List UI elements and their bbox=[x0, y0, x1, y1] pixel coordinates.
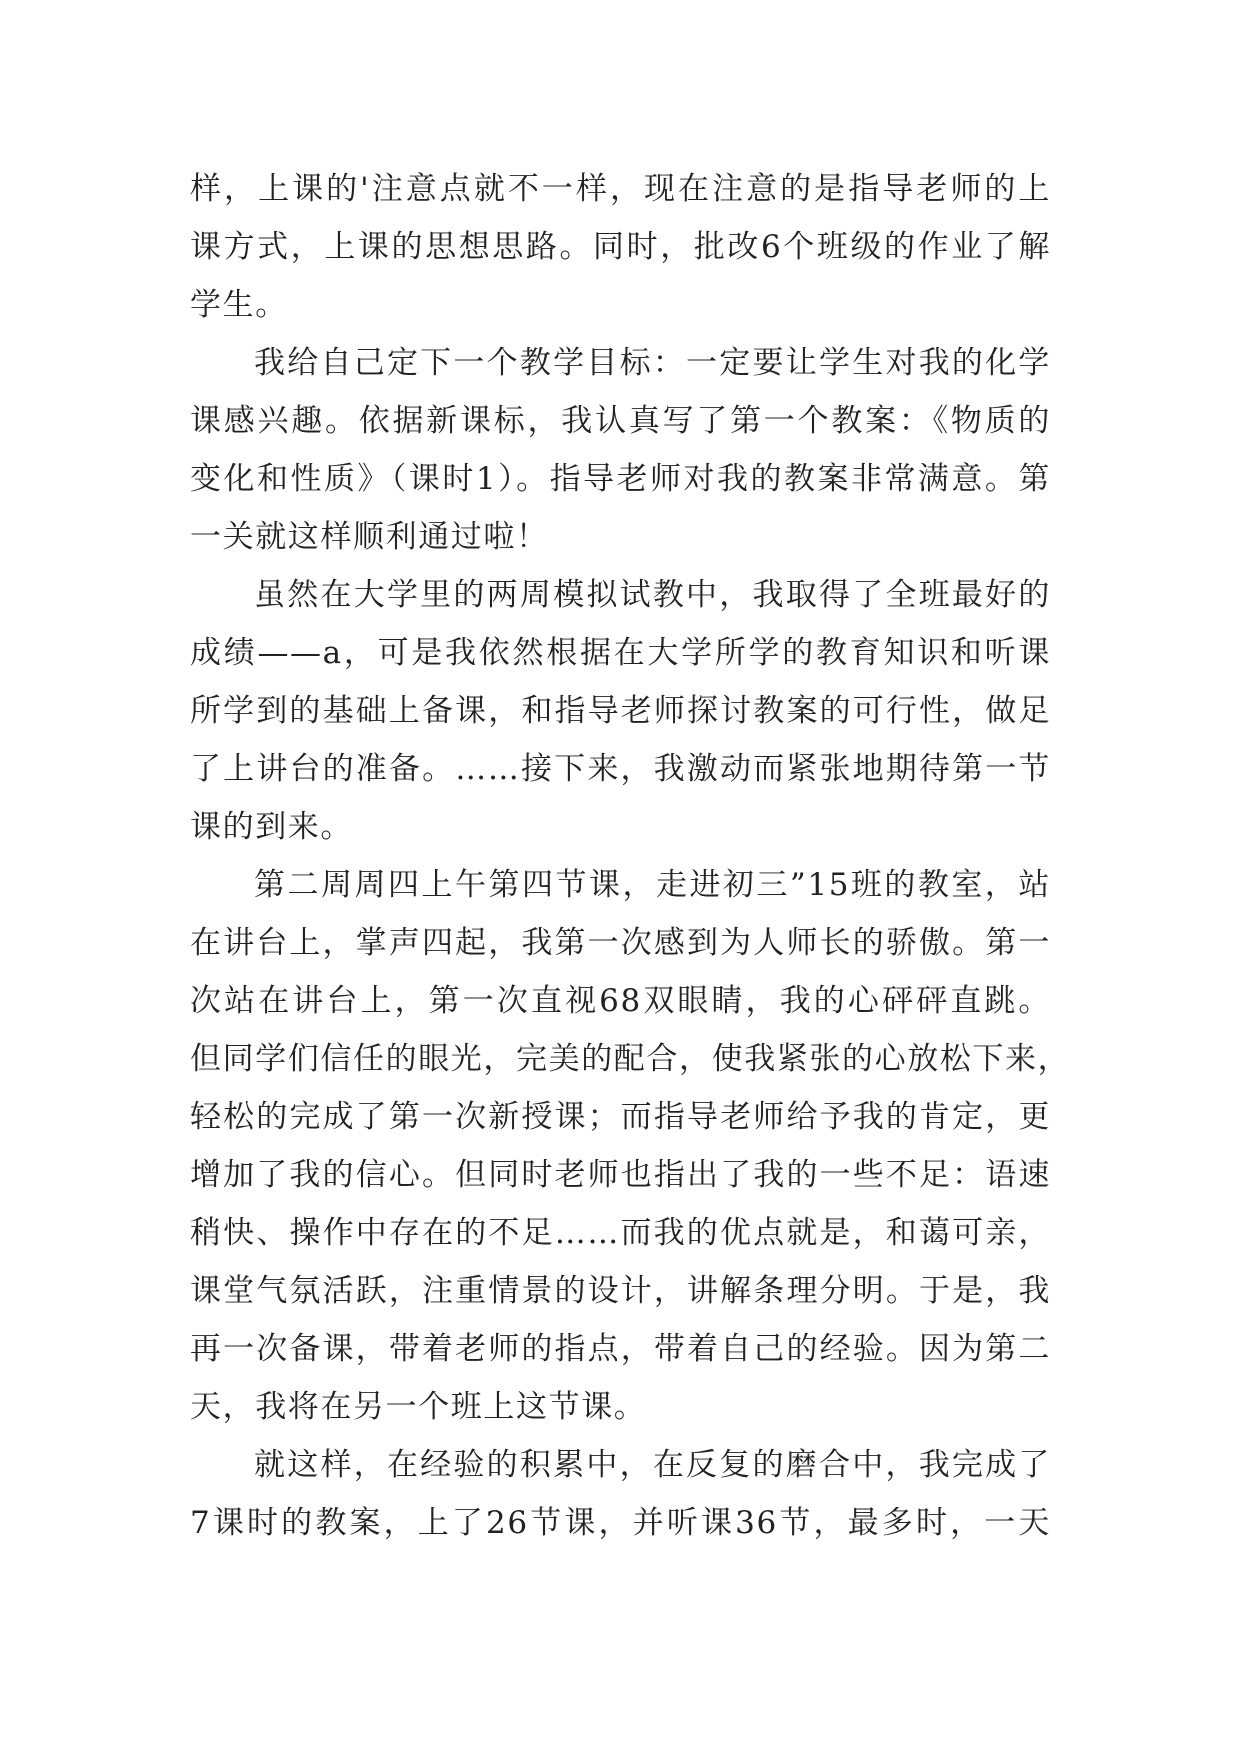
text-line: 课方式，上课的思想思路。同时，批改6个班级的作业了解 bbox=[190, 229, 1051, 265]
text-line: 我给自己定下一个教学目标：一定要让学生对我的化学 bbox=[254, 345, 1051, 381]
paragraph bbox=[190, 1436, 1051, 1552]
text-line: 变化和性质》（课时1）。指导老师对我的教案非常满意。第 bbox=[190, 461, 1051, 497]
text-line: 第二周周四上午第四节课，走进初三”15班的教室，站 bbox=[254, 867, 1051, 903]
text-line: 在讲台上，掌声四起，我第一次感到为人师长的骄傲。第一 bbox=[190, 925, 1051, 961]
text-line: 增加了我的信心。但同时老师也指出了我的一些不足：语速 bbox=[190, 1157, 1051, 1193]
document-body bbox=[190, 160, 1071, 1552]
text-line: 次站在讲台上，第一次直视68双眼睛，我的心砰砰直跳。 bbox=[190, 983, 1051, 1019]
text-line: 一关就这样顺利通过啦！ bbox=[190, 519, 549, 555]
text-line: 成绩——a，可是我依然根据在大学所学的教育知识和听课 bbox=[190, 635, 1051, 671]
text-line: 天，我将在另一个班上这节课。 bbox=[190, 1389, 647, 1425]
paragraph bbox=[190, 160, 1051, 334]
text-line: 课感兴趣。依据新课标，我认真写了第一个教案：《物质的 bbox=[190, 403, 1051, 439]
paragraph bbox=[190, 856, 1071, 1436]
text-line: 稍快、操作中存在的不足……而我的优点就是，和蔼可亲， bbox=[190, 1215, 1051, 1251]
text-line: 课堂气氛活跃，注重情景的设计，讲解条理分明。于是，我 bbox=[190, 1273, 1051, 1309]
text-line: 样，上课的'注意点就不一样，现在注意的是指导老师的上 bbox=[190, 171, 1051, 207]
text-line: 但同学们信任的眼光，完美的配合，使我紧张的心放松下来， bbox=[190, 1041, 1071, 1077]
text-line: 课的到来。 bbox=[190, 809, 353, 845]
text-line: 就这样，在经验的积累中，在反复的磨合中，我完成了 bbox=[254, 1447, 1051, 1483]
text-line: 轻松的完成了第一次新授课；而指导老师给予我的肯定，更 bbox=[190, 1099, 1051, 1135]
text-line: 再一次备课，带着老师的指点，带着自己的经验。因为第二 bbox=[190, 1331, 1051, 1367]
paragraph bbox=[190, 334, 1051, 566]
text-line: 学生。 bbox=[190, 287, 288, 323]
text-line: 7课时的教案，上了26节课，并听课36节，最多时，一天 bbox=[190, 1505, 1051, 1541]
text-line: 所学到的基础上备课，和指导老师探讨教案的可行性，做足 bbox=[190, 693, 1051, 729]
text-line: 虽然在大学里的两周模拟试教中，我取得了全班最好的 bbox=[254, 577, 1051, 613]
text-line: 了上讲台的准备。……接下来，我激动而紧张地期待第一节 bbox=[190, 751, 1051, 787]
paragraph bbox=[190, 566, 1051, 856]
